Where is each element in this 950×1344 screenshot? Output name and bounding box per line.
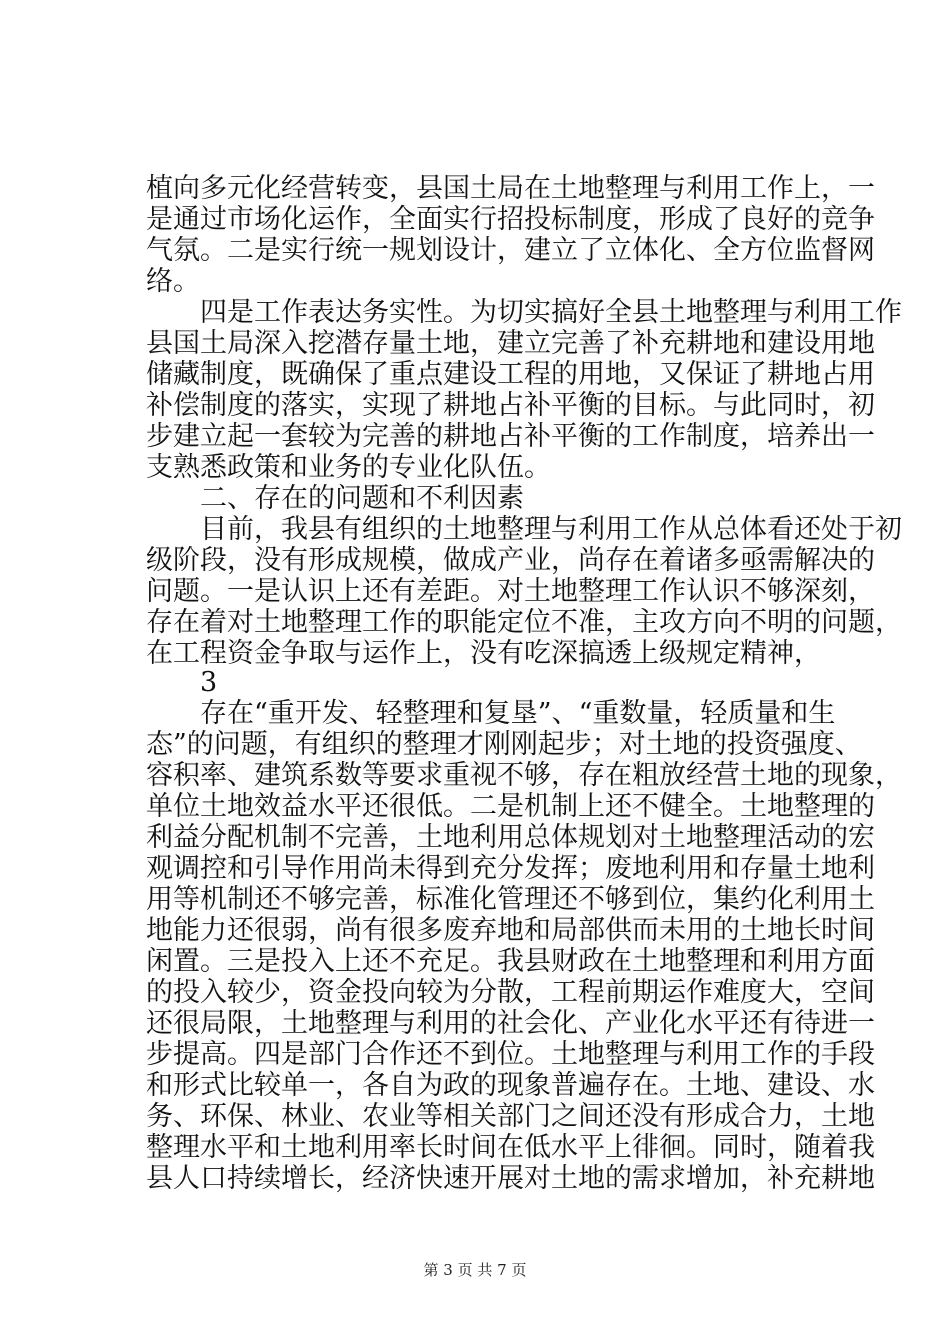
text-line: 和形式比较单一，各自为政的现象普遍存在。土地、建设、水: [146, 1070, 875, 1101]
text-line: 地能力还很弱，尚有很多废弃地和局部供而未用的土地长时间: [146, 915, 875, 946]
text-line: 的投入较少，资金投向较为分散，工程前期运作难度大，空间: [146, 977, 875, 1008]
text-line: 务、环保、林业、农业等相关部门之间还没有形成合力，土地: [146, 1101, 875, 1132]
text-line: 是通过市场化运作，全面实行招投标制度，形成了良好的竞争: [146, 204, 875, 235]
page-footer: 第 3 页 共 7 页: [423, 1261, 527, 1279]
text-line: 存在着对土地整理工作的职能定位不准，主攻方向不明的问题，: [146, 607, 902, 638]
text-line: 级阶段，没有形成规模，做成产业，尚存在着诸多亟需解决的: [146, 545, 875, 576]
text-line: 目前，我县有组织的土地整理与利用工作从总体看还处于初: [146, 514, 902, 545]
text-line: 四是工作表达务实性。为切实搞好全县土地整理与利用工作: [146, 297, 902, 328]
inline-page-number: 3: [146, 667, 218, 698]
text-line: 络。: [146, 266, 200, 297]
text-line: 利益分配机制不完善，土地利用总体规划对土地整理活动的宏: [146, 822, 875, 853]
text-line: 气氛。二是实行统一规划设计，建立了立体化、全方位监督网: [146, 235, 875, 266]
text-line: 单位土地效益水平还很低。二是机制上还不健全。土地整理的: [146, 791, 875, 822]
text-line: 县人口持续增长，经济快速开展对土地的需求增加，补充耕地: [146, 1163, 875, 1194]
text-line: 用等机制还不够完善，标准化管理还不够到位，集约化利用土: [146, 884, 875, 915]
text-line: 植向多元化经营转变，县国土局在土地整理与利用工作上，一: [146, 173, 875, 204]
text-line: 存在“重开发、轻整理和复垦”、“重数量，轻质量和生: [146, 698, 836, 729]
text-line: 县国土局深入挖潜存量土地，建立完善了补充耕地和建设用地: [146, 328, 875, 359]
text-line: 步建立起一套较为完善的耕地占补平衡的工作制度，培养出一: [146, 421, 875, 452]
section-heading: 二、存在的问题和不利因素: [146, 483, 524, 514]
text-line: 态”的问题，有组织的整理才刚刚起步；对土地的投资强度、: [146, 729, 862, 760]
text-line: 步提高。四是部门合作还不到位。土地整理与利用工作的手段: [146, 1039, 875, 1070]
text-line: 闲置。三是投入上还不充足。我县财政在土地整理和利用方面: [146, 946, 875, 977]
text-line: 在工程资金争取与运作上，没有吃深搞透上级规定精神，: [146, 638, 821, 669]
text-line: 整理水平和土地利用率长时间在低水平上徘徊。同时，随着我: [146, 1132, 875, 1163]
text-line: 储藏制度，既确保了重点建设工程的用地，又保证了耕地占用: [146, 359, 875, 390]
text-line: 支熟悉政策和业务的专业化队伍。: [146, 452, 551, 483]
text-line: 还很局限，土地整理与利用的社会化、产业化水平还有待进一: [146, 1008, 875, 1039]
text-line: 容积率、建筑系数等要求重视不够，存在粗放经营土地的现象，: [146, 760, 902, 791]
text-line: 观调控和引导作用尚未得到充分发挥；废地利用和存量土地利: [146, 853, 875, 884]
text-line: 补偿制度的落实，实现了耕地占补平衡的目标。与此同时，初: [146, 390, 875, 421]
text-line: 问题。一是认识上还有差距。对土地整理工作认识不够深刻，: [146, 576, 875, 607]
